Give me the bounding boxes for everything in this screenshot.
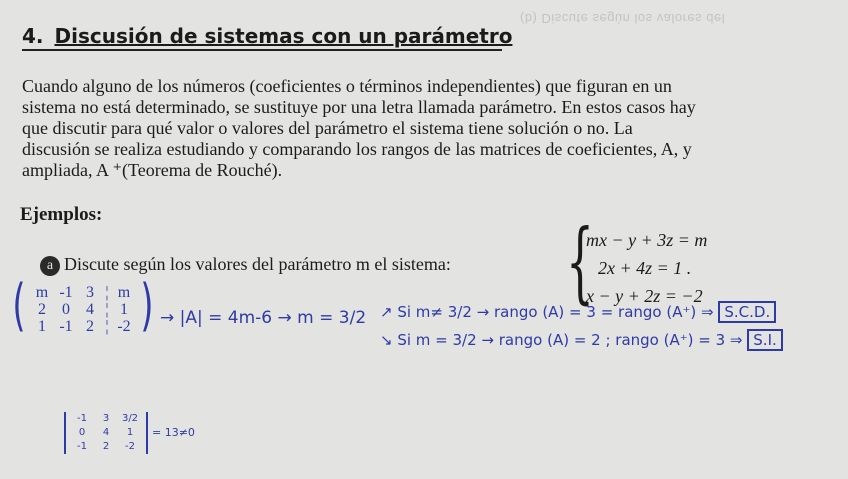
matrix-row	[30, 318, 136, 335]
paragraph-line: discusión se realiza estudiando y comparando los rangos de las matrices de coeficientes, A, y	[22, 139, 692, 159]
minor-cell: -1	[77, 413, 87, 424]
minor-cell: -2	[125, 441, 135, 452]
paragraph-line: Cuando alguno de los números (coeficientes o términos independientes) que figuran en un	[22, 76, 672, 96]
minor-row	[70, 412, 142, 426]
minor-result: = 13≠0	[152, 426, 195, 439]
minor-cell: 3	[102, 413, 110, 424]
example-marker: a	[40, 256, 60, 276]
minor-cell: 0	[78, 427, 86, 438]
determinant-right-bar	[146, 412, 148, 454]
section-title: Discusión de sistemas con un parámetro	[54, 24, 513, 48]
determinant-left-bar	[64, 412, 66, 454]
system-brace: {	[566, 210, 594, 313]
minor-cell: 1	[126, 427, 134, 438]
example-prompt-line	[40, 254, 451, 276]
minor-cell: 2	[102, 441, 110, 452]
handwritten-augmented-matrix	[12, 273, 154, 338]
matrix-cell: 1	[120, 301, 128, 318]
matrix-cell: 3	[86, 284, 94, 301]
matrix-cell: 2	[38, 301, 46, 318]
bleed-through-text: (b) Discute según los valores del	[520, 11, 726, 26]
case-2-text: ↘ Si m = 3/2 → rango (A) = 2 ; rango (A⁺) = 3 ⇒	[380, 331, 743, 349]
handwritten-case-1	[380, 303, 776, 321]
matrix-divider: ¦	[105, 318, 109, 335]
matrix-row	[30, 284, 136, 301]
equation-2: 2x + 4z = 1 .	[598, 258, 692, 278]
matrix-cell: 1	[38, 318, 46, 335]
equation-system	[566, 210, 766, 313]
matrix-cell: -2	[117, 318, 131, 335]
paragraph-line: que discutir para qué valor o valores del parámetro el sistema tiene solución o no. La	[22, 118, 633, 138]
handwritten-case-2	[380, 331, 783, 349]
minor-row	[70, 440, 142, 454]
matrix-right-paren: )	[140, 273, 154, 338]
minor-row	[70, 426, 142, 440]
matrix-cell: m	[35, 284, 49, 301]
equation-1: mx − y + 3z = m	[586, 230, 708, 250]
minor-cell: -1	[77, 441, 87, 452]
matrix-cell: m	[117, 284, 131, 301]
matrix-divider: ¦	[105, 284, 109, 301]
matrix-row	[30, 301, 136, 318]
minor-cell: 3/2	[121, 413, 139, 424]
case-2-result: S.I.	[747, 329, 782, 351]
matrix-cell: 0	[62, 301, 70, 318]
equation-3: x − y + 2z = −2	[586, 286, 703, 306]
matrix-left-paren: (	[12, 273, 26, 338]
case-1-text: ↗ Si m≠ 3/2 → rango (A) = 3 = rango (A⁺) ⇒	[380, 303, 714, 321]
intro-paragraph	[22, 76, 762, 181]
matrix-cell: 2	[86, 318, 94, 335]
matrix-cell: -1	[59, 318, 73, 335]
matrix-cell: 4	[86, 301, 94, 318]
minor-cell: 4	[102, 427, 110, 438]
section-number: 4.	[22, 24, 44, 48]
matrix-divider: ¦	[105, 301, 109, 318]
handwritten-minor-determinant	[64, 410, 214, 456]
case-1-result: S.C.D.	[718, 301, 776, 323]
section-heading	[22, 24, 513, 51]
paragraph-line: ampliada, A ⁺(Teorema de Rouché).	[22, 160, 283, 180]
matrix-cell: -1	[59, 284, 73, 301]
examples-heading: Ejemplos:	[20, 204, 103, 225]
example-prompt: Discute según los valores del parámetro m el sistema:	[64, 254, 451, 274]
handwritten-determinant: → |A| = 4m-6 → m = 3/2	[160, 308, 367, 328]
paragraph-line: sistema no está determinado, se sustituye por una letra llamada parámetro. En estos casos hay	[22, 97, 696, 117]
